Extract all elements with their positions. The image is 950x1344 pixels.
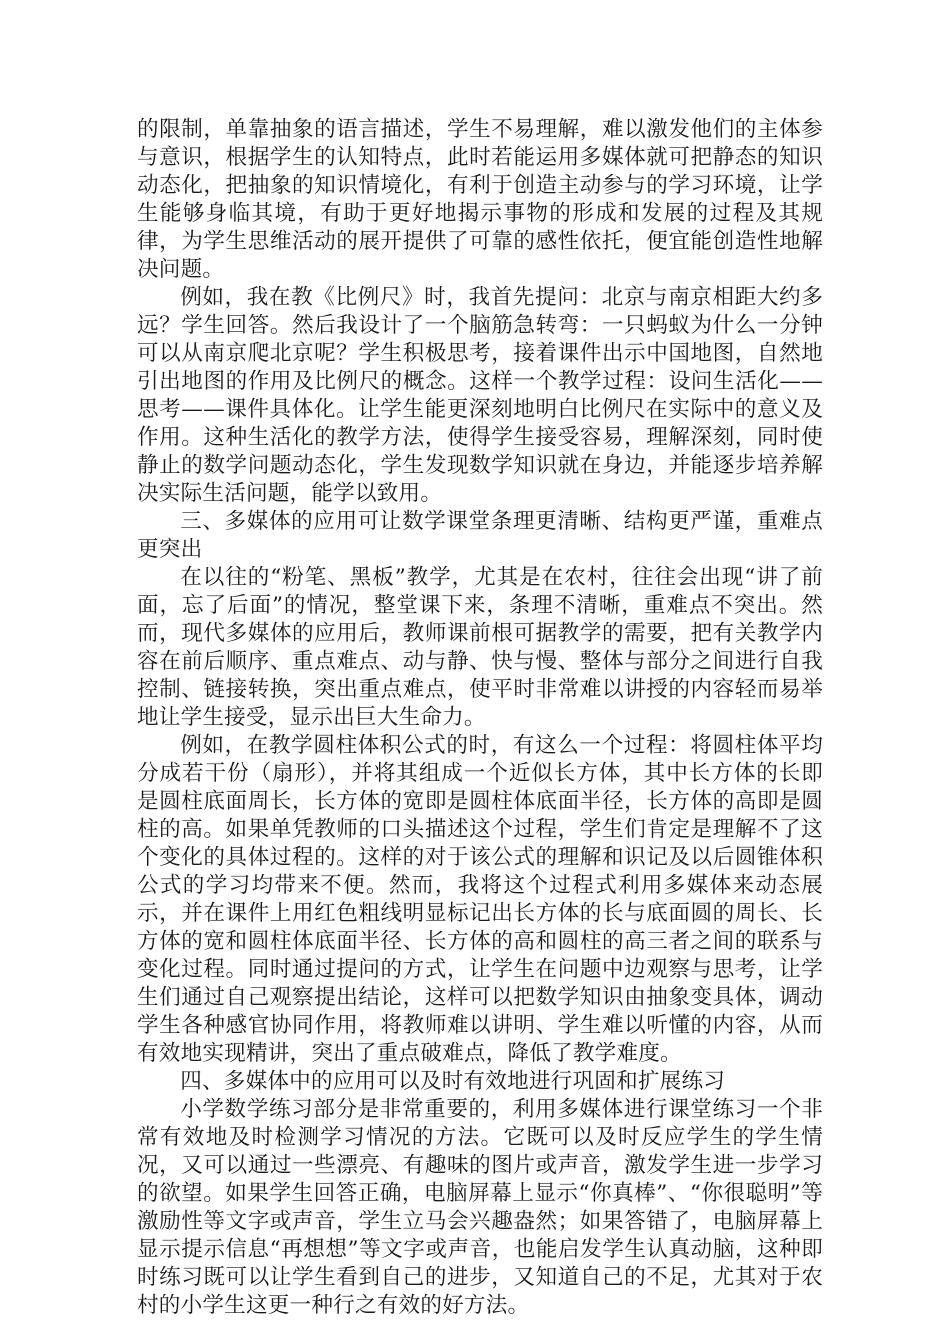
paragraph-practice: 小学数学练习部分是非常重要的，利用多媒体进行课堂练习一个非常有效地及时检测学习情况的方法。它既可以及时反应学生的学生情况，又可以通过一些漂亮、有趣味的图片或声音，激发学生进一步学习的欲望。如果学生回答正确，电脑屏幕上显示“你真棒”、“你很聪明”等激励性等文字或声音，学生立马会兴趣盎然；如果答错了，电脑屏幕上显示提示信息“再想想”等文字或声音，也能启发学生认真动脑，这种即时练习既可以让学生看到自己的进步，又知道自己的不足，尤其对于农村的小学生这更一种行之有效的好方法。 [137, 1097, 823, 1318]
paragraph-chalkboard: 在以往的“粉笔、黑板”教学，尤其是在农村，往往会出现“讲了前面，忘了后面”的情况，整堂课下来，条理不清晰，重难点不突出。然而，现代多媒体的应用后，教师课前根可据教学的需要，把有关教学内容在前后顺序、重点难点、动与静、快与慢、整体与部分之间进行自我控制、链接转换，突出重点难点，使平时非常难以讲授的内容轻而易举地让学生接受，显示出巨大生命力。 [137, 565, 823, 730]
paragraph-example-cylinder: 例如，在教学圆柱体积公式的时，有这么一个过程：将圆柱体平均分成若干份（扇形），并将其组成一个近似长方体，其中长方体的长即是圆柱底面周长，长方体的宽即是圆柱体底面半径，长方体的高即是圆柱的高。如果单凭教师的口头描述这个过程，学生们肯定是理解不了这个变化的具体过程的。这样的对于该公式的理解和识记及以后圆锥体积公式的学习均带来不便。然而，我将这个过程式利用多媒体来动态展示，并在课件上用红色粗线明显标记出长方体的长与底面圆的周长、长方体的宽和圆柱体底面半径、长方体的高和圆柱的高三者之间的联系与变化过程。同时通过提问的方式，让学生在问题中边观察与思考，让学生们通过自己观察提出结论，这样可以把数学知识由抽象变具体，调动学生各种感官协同作用，将教师难以讲明、学生难以听懂的内容，从而有效地实现精讲，突出了重点破难点，降低了教学难度。 [137, 733, 823, 1066]
section-heading-three: 三、多媒体的应用可让数学课堂条理更清晰、结构更严谨，重难点更突出 [137, 509, 823, 562]
paragraph-continuation: 的限制，单靠抽象的语言描述，学生不易理解，难以激发他们的主体参与意识，根据学生的认知特点，此时若能运用多媒体就可把静态的知识动态化，把抽象的知识情境化，有利于创造主动参与的学习环境，让学生能够身临其境，有助于更好地揭示事物的形成和发展的过程及其规律，为学生思维活动的展开提供了可靠的感性依托，便宜能创造性地解决问题。 [137, 117, 823, 282]
paragraph-example-scale: 例如，我在教《比例尺》时，我首先提问：北京与南京相距大约多远？学生回答。然后我设计了一个脑筋急转弯：一只蚂蚁为什么一分钟可以从南京爬北京呢？学生积极思考，接着课件出示中国地图，自然地引出地图的作用及比例尺的概念。这样一个教学过程：设问生活化——思考——课件具体化。让学生能更深刻地明白比例尺在实际中的意义及作用。这种生活化的教学方法，使得学生接受容易，理解深刻，同时使静止的数学问题动态化，学生发现数学知识就在身边，并能逐步培养解决实际生活问题，能学以致用。 [137, 285, 823, 506]
document-page [137, 116, 823, 1320]
section-heading-four: 四、多媒体中的应用可以及时有效地进行巩固和扩展练习 [180, 1069, 726, 1094]
